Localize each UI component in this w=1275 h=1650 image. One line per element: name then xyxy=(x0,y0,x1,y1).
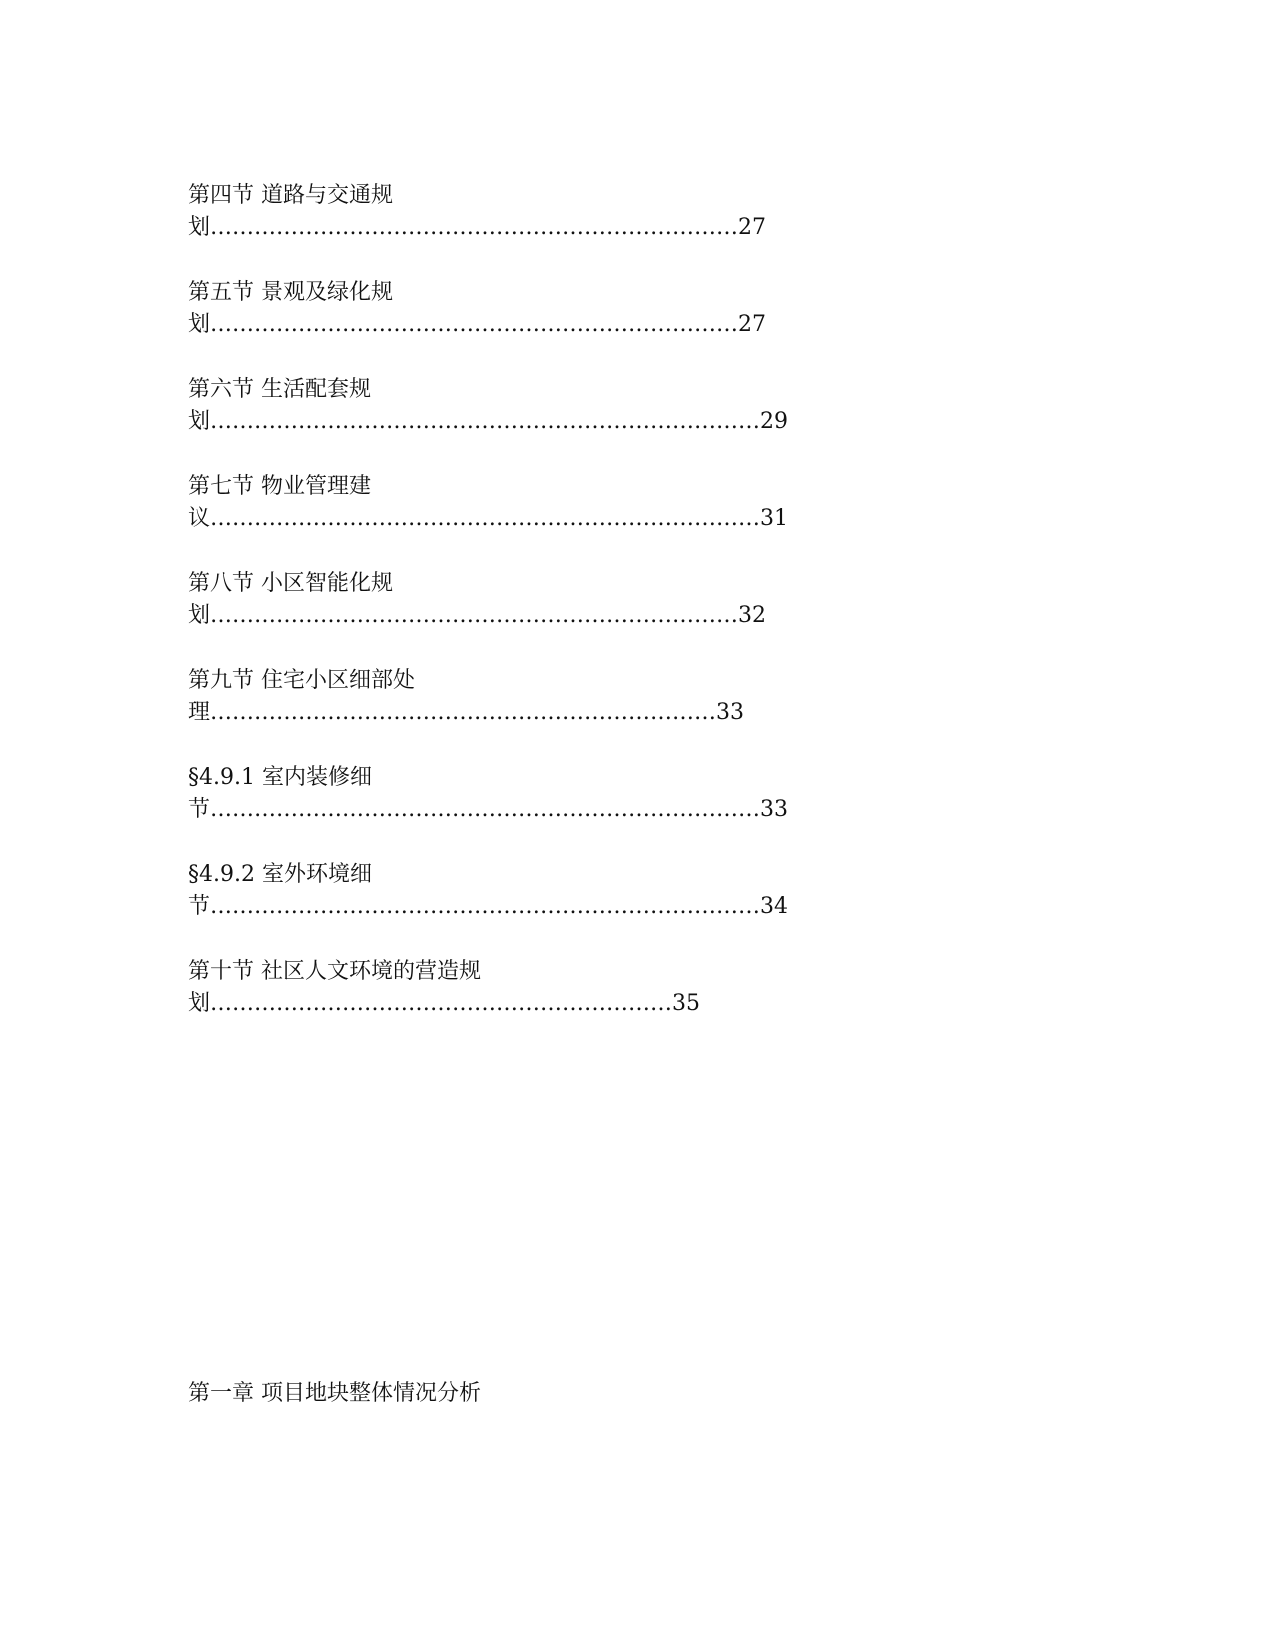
toc-page-number: 35 xyxy=(672,991,701,1016)
toc-entry-title-tail: 议 xyxy=(188,506,211,531)
toc-entry[interactable] xyxy=(188,762,988,859)
table-of-contents xyxy=(188,180,988,1053)
dot-leader: ……………………………………………………………… xyxy=(210,312,739,337)
toc-entry-leader-line xyxy=(188,794,988,826)
toc-entry-leader-line xyxy=(188,503,988,535)
toc-page-number: 33 xyxy=(760,797,789,822)
toc-entry-title: 第七节 物业管理建 xyxy=(188,474,371,499)
toc-page-number: 32 xyxy=(738,603,767,628)
chapter-heading: 第一章 项目地块整体情况分析 xyxy=(188,1381,481,1406)
toc-entry[interactable] xyxy=(188,568,988,665)
toc-page-number: 27 xyxy=(738,215,767,240)
toc-entry[interactable] xyxy=(188,471,988,568)
dot-leader: ………………………………………………………………… xyxy=(210,797,761,822)
toc-entry[interactable] xyxy=(188,277,988,374)
toc-page-number: 33 xyxy=(716,700,745,725)
toc-entry-title: §4.9.2 室外环境细 xyxy=(188,862,372,887)
toc-entry-leader-line xyxy=(188,988,988,1020)
toc-entry-title-tail: 划 xyxy=(188,312,211,337)
dot-leader: ………………………………………………………………… xyxy=(210,894,761,919)
toc-entry[interactable] xyxy=(188,956,988,1053)
toc-entry-title-tail: 理 xyxy=(188,700,211,725)
dot-leader: ……………………………………………………………… xyxy=(210,215,739,240)
toc-entry-title: 第四节 道路与交通规 xyxy=(188,183,393,208)
toc-entry-leader-line xyxy=(188,212,988,244)
toc-entry[interactable] xyxy=(188,859,988,956)
toc-entry-title: 第五节 景观及绿化规 xyxy=(188,280,393,305)
toc-entry-title-tail: 节 xyxy=(188,894,211,919)
toc-entry-title: 第十节 社区人文环境的营造规 xyxy=(188,959,481,984)
toc-entry-title: 第九节 住宅小区细部处 xyxy=(188,668,415,693)
toc-entry-title-tail: 节 xyxy=(188,797,211,822)
dot-leader: ……………………………………………………… xyxy=(210,991,673,1016)
toc-entry[interactable] xyxy=(188,374,988,471)
toc-page-number: 31 xyxy=(760,506,789,531)
toc-entry-title-tail: 划 xyxy=(188,409,211,434)
toc-entry-title-tail: 划 xyxy=(188,991,211,1016)
dot-leader: ………………………………………………………………… xyxy=(210,506,761,531)
toc-entry[interactable] xyxy=(188,180,988,277)
toc-page-number: 27 xyxy=(738,312,767,337)
toc-entry-leader-line xyxy=(188,600,988,632)
toc-entry-leader-line xyxy=(188,891,988,923)
toc-entry-title-tail: 划 xyxy=(188,215,211,240)
toc-entry-title: 第六节 生活配套规 xyxy=(188,377,371,402)
toc-page-number: 34 xyxy=(760,894,789,919)
toc-entry-leader-line xyxy=(188,406,988,438)
dot-leader: ………………………………………………………………… xyxy=(210,409,761,434)
toc-page-number: 29 xyxy=(760,409,789,434)
dot-leader: ……………………………………………………………… xyxy=(210,603,739,628)
toc-entry-leader-line xyxy=(188,697,988,729)
dot-leader: …………………………………………………………… xyxy=(210,700,717,725)
toc-entry-leader-line xyxy=(188,309,988,341)
toc-entry-title: 第八节 小区智能化规 xyxy=(188,571,393,596)
toc-entry-title-tail: 划 xyxy=(188,603,211,628)
toc-entry[interactable] xyxy=(188,665,988,762)
toc-entry-title: §4.9.1 室内装修细 xyxy=(188,765,372,790)
